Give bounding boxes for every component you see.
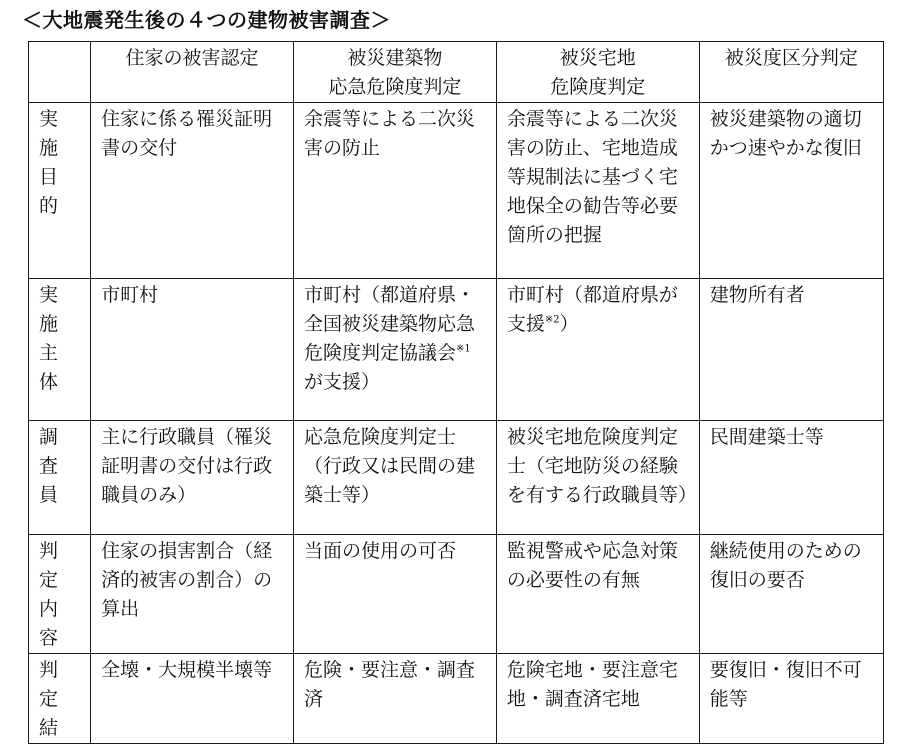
table-cell: 主に行政職員（罹災証明書の交付は行政職員のみ） [91,421,294,535]
table-row-purpose [29,103,884,279]
table-cell: 監視警戒や応急対策の必要性の有無 [496,535,699,654]
header-cell-emergency-risk-assessment: 被災建築物 応急危険度判定 [293,42,496,103]
row-label: 実 施 目的 [29,103,91,279]
table-cell: 当面の使用の可否 [293,535,496,654]
building-damage-survey-table [28,41,884,744]
table-cell: 要復旧・復旧不可能等 [699,654,883,744]
header-cell-residential-land-risk-assessment: 被災宅地 危険度判定 [496,42,699,103]
row-label: 調 査 員 [29,421,91,535]
table-cell: 余震等による二次災害の防止、宅地造成等規制法に基づく宅地保全の勧告等必要箇所の把握 [496,103,699,279]
table-cell: 全壊・大規模半壊等 [91,654,294,744]
table-cell: 被災宅地危険度判定士（宅地防災の経験を有する行政職員等） [496,421,699,535]
table-cell: 住家の損害割合（経済的被害の割合）の算出 [91,535,294,654]
table-row-assessment-content [29,535,884,654]
table-cell: 被災建築物の適切かつ速やかな復旧 [699,103,883,279]
header-cell-house-damage-certification: 住家の被害認定 [91,42,294,103]
table-row-assessment-result [29,654,884,744]
table-cell: 危険宅地・要注意宅地・調査済宅地 [496,654,699,744]
row-label: 実 施 主体 [29,279,91,421]
table-cell: 市町村（都道府県・全国被災建築物応急危険度判定協議会$^{※1}$が支援） [293,279,496,421]
row-label: 判 定 内容 [29,535,91,654]
table-cell: 危険・要注意・調査済 [293,654,496,744]
header-cell-damage-level-classification: 被災度区分判定 [699,42,883,103]
table-cell: 余震等による二次災害の防止 [293,103,496,279]
table-cell: 市町村 [91,279,294,421]
table-cell: 継続使用のための復旧の要否 [699,535,883,654]
table-row-surveyors [29,421,884,535]
row-label: 判 定 結 [29,654,91,744]
table-cell: 民間建築士等 [699,421,883,535]
table-row-implementing-body [29,279,884,421]
header-cell-empty [29,42,91,103]
table-header-row [29,42,884,103]
table-cell: 建物所有者 [699,279,883,421]
table-cell: 応急危険度判定士（行政又は民間の建築士等） [293,421,496,535]
table-cell: 市町村（都道府県が支援$^{※2}$） [496,279,699,421]
table-cell: 住家に係る罹災証明書の交付 [91,103,294,279]
document-title: ＜大地震発生後の４つの建物被害調査＞ [22,8,391,32]
